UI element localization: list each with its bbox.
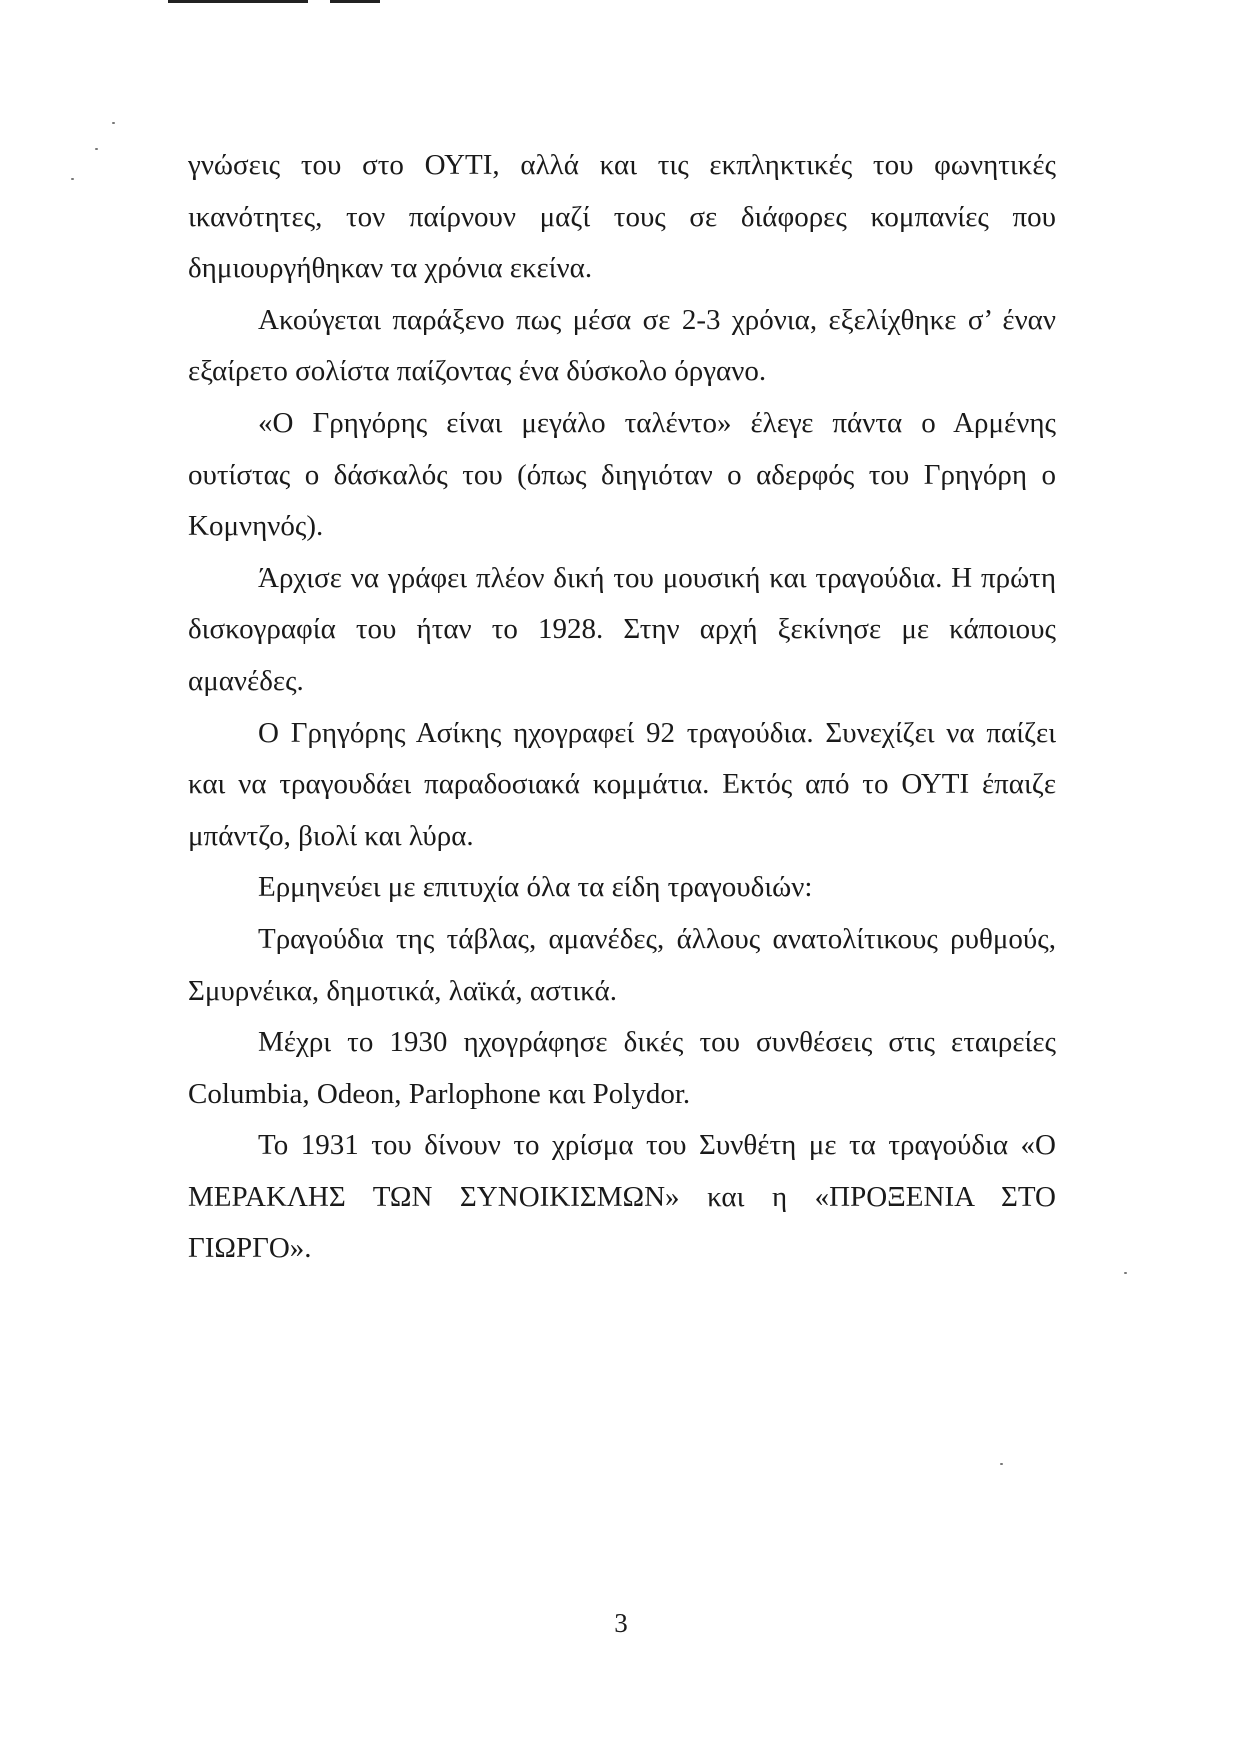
paragraph: Ο Γρηγόρης Ασίκης ηχογραφεί 92 τραγούδια. Συνεχίζει να παίζει και να τραγουδάει παραδοσιακά κομμάτια. Εκτός από το ΟΥΤΙ έπαιζε μπάντζο, βιολί και λύρα. <box>188 716 1056 852</box>
scan-edge-mark <box>330 0 380 3</box>
page-number: 3 <box>614 1608 628 1638</box>
scan-edge-mark <box>168 0 308 3</box>
scan-speck <box>1124 1272 1127 1274</box>
paragraph: Μέχρι το 1930 ηχογράφησε δικές του συνθέσεις στις εταιρείες Columbia, Odeon, Parlophone και Polydor. <box>188 1026 1056 1110</box>
paragraph: Το 1931 του δίνουν το χρίσμα του Συνθέτη με τα τραγούδια «Ο ΜΕΡΑΚΛΗΣ ΤΩΝ ΣΥΝΟΙΚΙΣΜΩΝ» και η «ΠΡΟΞΕΝΙΑ ΣΤΟ ΓΙΩΡΓΟ». <box>188 1129 1056 1265</box>
document-body <box>188 140 1056 1275</box>
paragraph: Άρχισε να γράφει πλέον δική του μουσική και τραγούδια. Η πρώτη δισκογραφία του ήταν το 1928. Στην αρχή ξεκίνησε με κάποιους αμανέδες. <box>188 561 1056 697</box>
paragraph: γνώσεις του στο ΟΥΤΙ, αλλά και τις εκπληκτικές του φωνητικές ικανότητες, τον παίρνουν μαζί τους σε διάφορες κομπανίες που δημιουργήθηκαν τα χρόνια εκείνα. <box>188 149 1056 285</box>
paragraph: Ερμηνεύει με επιτυχία όλα τα είδη τραγουδιών: <box>258 871 813 904</box>
paragraph: Τραγούδια της τάβλας, αμανέδες, άλλους ανατολίτικους ρυθμούς, Σμυρνέικα, δημοτικά, λαϊκά, αστικά. <box>188 922 1056 1007</box>
paragraph: «Ο Γρηγόρης είναι μεγάλο ταλέντο» έλεγε πάντα ο Αρμένης ουτίστας ο δάσκαλός του (όπως διηγιόταν ο αδερφός του Γρηγόρη ο Κομνηνός). <box>188 406 1056 543</box>
scan-speck <box>95 148 98 150</box>
scan-speck <box>71 178 74 180</box>
scan-speck <box>1000 1463 1003 1465</box>
paragraph: Ακούγεται παράξενο πως μέσα σε 2-3 χρόνια, εξελίχθηκε σ’ έναν εξαίρετο σολίστα παίζοντας ένα δύσκολο όργανο. <box>188 303 1056 388</box>
scan-speck <box>112 122 115 124</box>
